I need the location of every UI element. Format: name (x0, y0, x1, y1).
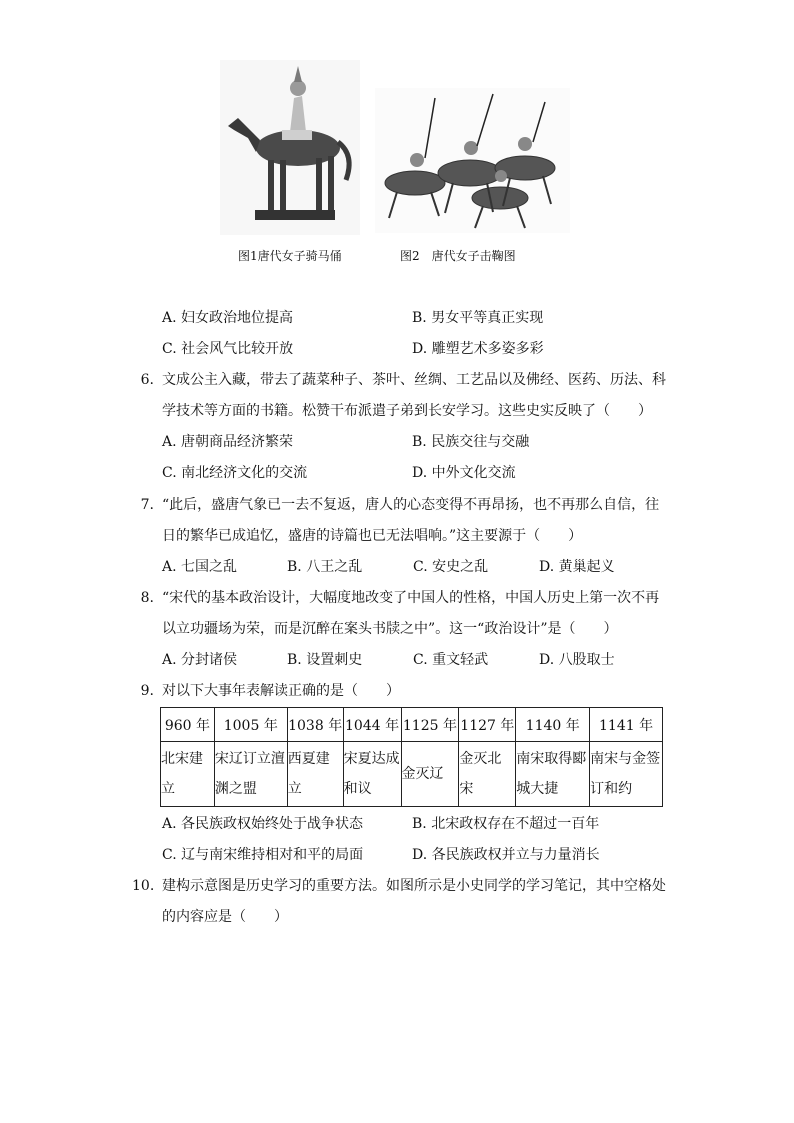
q10-text-2: 的内容应是（ ） (162, 909, 288, 925)
q8-option-b[interactable]: B. 设置刺史 (287, 652, 363, 668)
event-text: 宋辽订立澶渊之盟 (214, 751, 285, 797)
q6-text-1: 文成公主入藏，带去了蔬菜种子、茶叶、丝绸、工艺品以及佛经、医药、历法、科 (162, 372, 666, 388)
event-text: 金灭辽 (401, 766, 444, 782)
event-cell (343, 742, 401, 807)
event-text: 金灭北宋 (459, 751, 502, 797)
table-row-events (161, 742, 663, 807)
q10-text-1: 建构示意图是历史学习的重要方法。如图所示是小史同学的学习笔记，其中空格处 (162, 878, 666, 894)
q7-option-c[interactable]: C. 安史之乱 (413, 559, 489, 575)
year-cell: 1127 年 (459, 708, 516, 742)
q8-option-c[interactable]: C. 重文轻武 (413, 652, 489, 668)
q6-option-d[interactable]: D. 中外文化交流 (412, 465, 516, 481)
q5-option-d[interactable]: D. 雕塑艺术多姿多彩 (412, 341, 544, 357)
tang-female-horse-rider-figurine-image (220, 60, 360, 235)
figure-block (220, 60, 570, 270)
year-cell: 1125 年 (401, 708, 459, 742)
event-text: 西夏建立 (287, 751, 330, 797)
q7-option-b[interactable]: B. 八王之乱 (287, 559, 363, 575)
year-cell: 1141 年 (590, 708, 663, 742)
event-cell (287, 742, 343, 807)
q9-option-a[interactable]: A. 各民族政权始终处于战争状态 (162, 816, 364, 832)
q7-text-2: 日的繁华已成追忆，盛唐的诗篇也已无法唱响。”这主要源于（ ） (162, 528, 583, 544)
q8-text-1: “宋代的基本政治设计，大幅度地改变了中国人的性格，中国人历史上第一次不再 (162, 590, 660, 606)
table-row-years (161, 708, 663, 742)
q8-number: 8. (140, 590, 154, 606)
event-text: 北宋建立 (161, 751, 203, 797)
q9-option-c[interactable]: C. 辽与南宋维持相对和平的局面 (162, 847, 364, 863)
q5-option-b[interactable]: B. 男女平等真正实现 (412, 310, 544, 326)
q10-number: 10. (132, 878, 155, 894)
event-cell (590, 742, 663, 807)
q5-option-c[interactable]: C. 社会风气比较开放 (162, 341, 294, 357)
event-cell (401, 742, 459, 807)
q8-option-d[interactable]: D. 八股取士 (539, 652, 615, 668)
figure-2-caption: 图2 唐代女子击鞠图 (400, 249, 516, 263)
q9-number: 9. (140, 683, 154, 699)
event-cell (161, 742, 215, 807)
year-cell: 960 年 (161, 708, 215, 742)
tang-female-polo-painting-image (375, 88, 570, 233)
q9-text-1: 对以下大事年表解读正确的是（ ） (162, 683, 400, 699)
event-cell (459, 742, 516, 807)
year-cell: 1044 年 (343, 708, 401, 742)
q7-text-1: “此后，盛唐气象已一去不复返，唐人的心态变得不再昂扬，也不再那么自信，往 (162, 497, 660, 513)
q6-text-2: 学技术等方面的书籍。松赞干布派遣子弟到长安学习。这些史实反映了（ ） (162, 403, 652, 419)
q6-option-b[interactable]: B. 民族交往与交融 (412, 434, 530, 450)
year-cell: 1038 年 (287, 708, 343, 742)
event-text: 南宋取得郾城大捷 (516, 751, 587, 797)
q9-option-b[interactable]: B. 北宋政权存在不超过一百年 (412, 816, 600, 832)
event-cell (516, 742, 590, 807)
figure-1-caption: 图1唐代女子骑马俑 (238, 249, 342, 263)
q6-number: 6. (140, 372, 154, 388)
event-text: 南宋与金签订和约 (590, 751, 661, 797)
q6-option-c[interactable]: C. 南北经济文化的交流 (162, 465, 308, 481)
q7-option-d[interactable]: D. 黄巢起义 (539, 559, 615, 575)
q7-option-a[interactable]: A. 七国之乱 (162, 559, 238, 575)
event-cell (214, 742, 287, 807)
chronology-table (160, 707, 663, 807)
year-cell: 1005 年 (214, 708, 287, 742)
q8-text-2: 以立功疆场为荣，而是沉醉在案头书牍之中”。这一“政治设计”是（ ） (162, 621, 618, 637)
year-cell: 1140 年 (516, 708, 590, 742)
q6-option-a[interactable]: A. 唐朝商品经济繁荣 (162, 434, 294, 450)
event-text: 宋夏达成和议 (343, 751, 400, 797)
q9-option-d[interactable]: D. 各民族政权并立与力量消长 (412, 847, 600, 863)
q5-option-a[interactable]: A. 妇女政治地位提高 (162, 310, 294, 326)
q7-number: 7. (140, 497, 154, 513)
q8-option-a[interactable]: A. 分封诸侯 (162, 652, 238, 668)
